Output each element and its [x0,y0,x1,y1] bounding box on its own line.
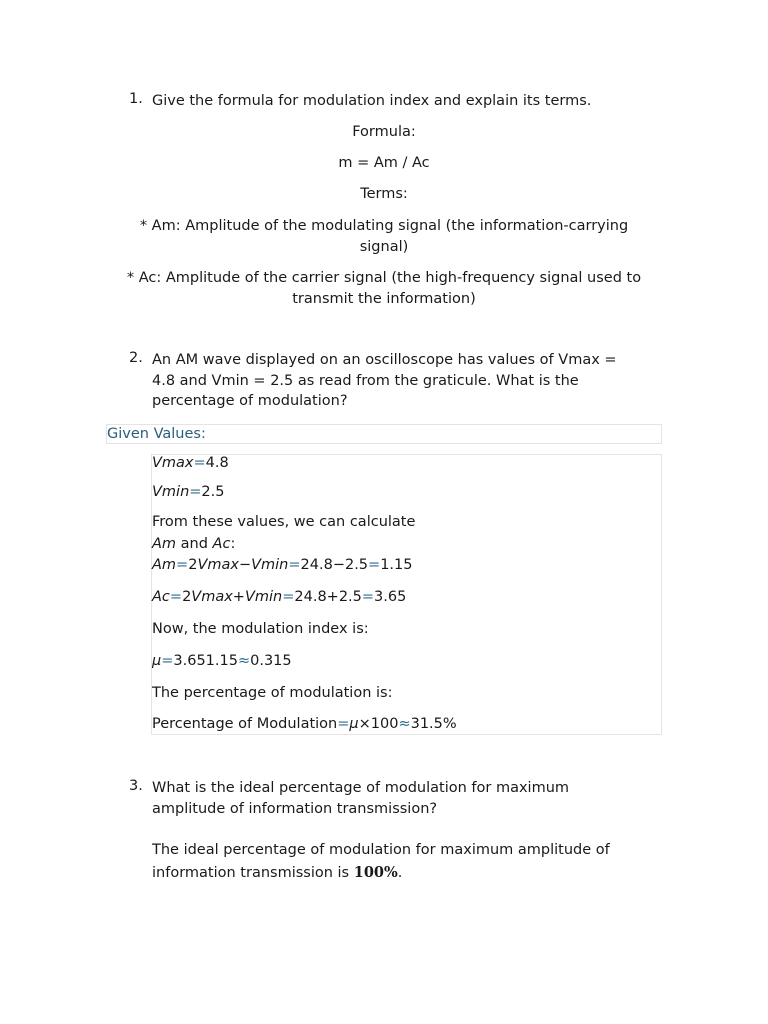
q1-number: 1. [129,91,143,107]
calc-intro-line2: Am and Ac: [152,536,236,552]
index-intro: Now, the modulation index is: [152,621,369,637]
q1-term-am: * Am: Amplitude of the modulating signal (the information-carrying signal) [139,218,629,255]
am-equation: Am=2Vmax−Vmin=24.8−2.5=1.15 [152,557,413,573]
vmin-line: Vmin=2.5 [152,484,225,500]
given-values-label: Given Values: [107,426,206,442]
q2-number: 2. [129,350,143,366]
vmax-line: Vmax=4.8 [152,455,229,471]
mu-equation: μ=3.651.15≈0.315 [152,653,292,669]
q3-number: 3. [129,778,143,794]
q1-question: Give the formula for modulation index and explain its terms. [152,93,592,109]
q1-formula: m = Am / Ac [338,155,430,171]
percent-intro: The percentage of modulation is: [152,685,393,701]
q1-terms-label: Terms: [360,186,408,202]
q3-answer-line1: The ideal percentage of modulation for maximum amplitude of [152,842,610,858]
q1-formula-label: Formula: [352,124,416,140]
q2-question: An AM wave displayed on an oscilloscope has values of Vmax = 4.8 and Vmin = 2.5 as read from the graticule. What is the percentage of modulation? [152,352,617,409]
percent-equation: Percentage of Modulation=μ×100≈31.5% [152,716,457,732]
calc-intro-line1: From these values, we can calculate [152,514,416,530]
q3-answer-line2: information transmission is 100%. [152,864,403,881]
q3-question: What is the ideal percentage of modulation for maximum amplitude of information transmission? [152,780,570,817]
ac-equation: Ac=2Vmax+Vmin=24.8+2.5=3.65 [152,589,407,605]
q1-term-ac: * Ac: Amplitude of the carrier signal (the high-frequency signal used to transmit the information) [126,270,642,307]
given-values-header [106,424,662,444]
q3-answer-value: 100% [353,864,398,881]
